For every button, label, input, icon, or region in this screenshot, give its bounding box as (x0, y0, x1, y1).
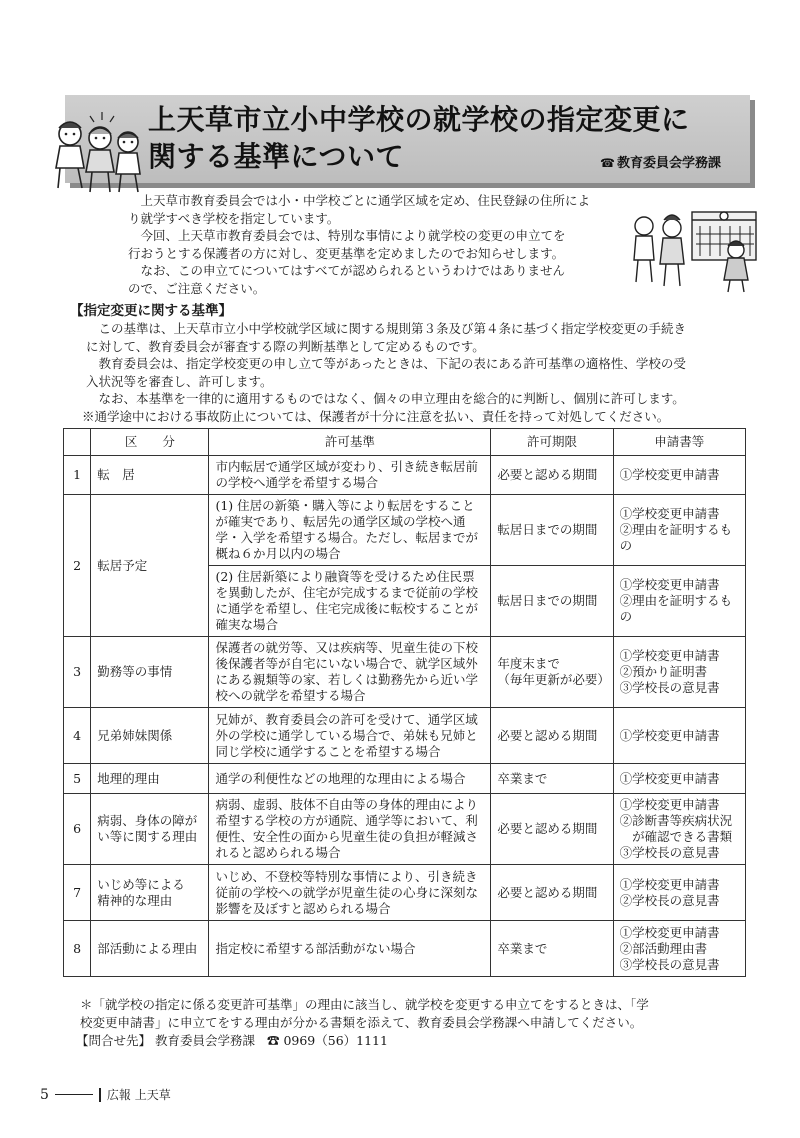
row-period: 卒業まで (491, 921, 613, 977)
section-p2-line1: 教育委員会は、指定学校変更の申し立て等があったときは、下記の表にある許可基準の適格性、学校の受 (98, 356, 686, 371)
intro-text (128, 192, 628, 297)
row-number: 5 (64, 764, 91, 794)
footnote (76, 996, 760, 1050)
row-documents: ①学校変更申請書 ②理由を証明するもの (613, 566, 745, 637)
row-documents: ①学校変更申請書 ②診断書等疾病状況 が確認できる書類 ③学校長の意見書 (613, 794, 745, 865)
criteria-table (63, 428, 746, 977)
row-documents: ①学校変更申請書 ②理由を証明するもの (613, 495, 745, 566)
row-number: 6 (64, 794, 91, 865)
row-category: 転居予定 (91, 495, 209, 637)
header-no (64, 429, 91, 456)
row-period: 卒業まで (491, 764, 613, 794)
section-p2-line2: 入状況等を審査し、許可します。 (86, 373, 273, 389)
page-footer (40, 1086, 171, 1103)
row-category: いじめ等による 精神的な理由 (91, 865, 209, 921)
table-row (64, 456, 746, 495)
row-criteria: 通学の利便性などの地理的な理由による場合 (209, 764, 491, 794)
row-category: 部活動による理由 (91, 921, 209, 977)
contact-dept: 教育委員会学務課 (155, 1033, 256, 1048)
row-criteria: いじめ、不登校等特別な事情により、引き続き従前の学校への就学が児童生徒の心身に深刻な影響を及ぼすと認められる場合 (209, 865, 491, 921)
title-line-2: 関する基準について (148, 140, 404, 173)
row-number: 8 (64, 921, 91, 977)
intro-p3-line1: なお、この申立てについてはすべてが認められるというわけではありません (140, 263, 566, 278)
department-label (600, 152, 721, 171)
row-period: 転居日までの期間 (491, 566, 613, 637)
title-line-1: 上天草市立小中学校の就学校の指定変更に (148, 103, 690, 136)
row-number: 2 (64, 495, 91, 637)
section-heading: 【指定変更に関する基準】 (70, 303, 232, 319)
header-documents: 申請書等 (613, 429, 745, 456)
row-documents: ①学校変更申請書 (613, 456, 745, 495)
three-children-icon (50, 108, 148, 196)
row-category: 兄弟姉妹関係 (91, 708, 209, 764)
contact-phone: 0969（56）1111 (283, 1033, 388, 1048)
section-p1-line2: に対して、教育委員会が審査する際の判断基準として定めるものです。 (86, 338, 485, 354)
phone-icon: ☎ (266, 1033, 280, 1048)
intro-p3-line2: ので、ご注意ください。 (128, 280, 266, 296)
row-period: 必要と認める期間 (491, 794, 613, 865)
footer-rule (55, 1094, 93, 1095)
phone-icon: ☎ (600, 156, 615, 170)
table-row (64, 794, 746, 865)
row-period: 必要と認める期間 (491, 708, 613, 764)
table-row (64, 764, 746, 794)
page-number: 5 (40, 1086, 49, 1103)
contact-info (76, 1032, 760, 1050)
row-criteria: 病弱、虚弱、肢体不自由等の身体的理由により希望する学校の方が通院、通学等において、利便性、安全性の面から児童生徒の負担が軽減されると認められる場合 (209, 794, 491, 865)
row-period: 必要と認める期間 (491, 865, 613, 921)
row-number: 4 (64, 708, 91, 764)
row-documents: ①学校変更申請書 (613, 708, 745, 764)
row-number: 7 (64, 865, 91, 921)
row-documents: ①学校変更申請書 ②預かり証明書 ③学校長の意見書 (613, 637, 745, 708)
contact-label: 【問合せ先】 (76, 1033, 152, 1048)
header-criteria: 許可基準 (209, 429, 491, 456)
row-period: 必要と認める期間 (491, 456, 613, 495)
row-criteria: 市内転居で通学区域が変わり、引き続き転居前の学校へ通学を希望する場合 (209, 456, 491, 495)
row-criteria: (1) 住居の新築・購入等により転居をすることが確実であり、転居先の通学区域の学校へ通学・入学を希望する場合。ただし、転居までが概ね６か月以内の場合 (209, 495, 491, 566)
footnote-line-2: 校変更申請書」に申立てをする理由が分かる書類を添えて、教育委員会学務課へ申請してください。 (80, 1015, 643, 1030)
table-row (64, 637, 746, 708)
row-category: 地理的理由 (91, 764, 209, 794)
row-category: 病弱、身体の障がい等に関する理由 (91, 794, 209, 865)
row-criteria: 指定校に希望する部活動がない場合 (209, 921, 491, 977)
row-documents: ①学校変更申請書 ②部活動理由書 ③学校長の意見書 (613, 921, 745, 977)
table-row (64, 495, 746, 566)
intro-p1-line1: 上天草市教育委員会では小・中学校ごとに通学区域を定め、住民登録の住所によ (140, 193, 591, 208)
children-at-school-icon (626, 206, 760, 296)
table-header-row (64, 429, 746, 456)
row-criteria: 兄姉が、教育委員会の許可を受けて、通学区域外の学校に通学している場合で、弟妹も兄姉と同じ学校に通学することを希望する場合 (209, 708, 491, 764)
row-criteria: 保護者の就労等、又は疾病等、児童生徒の下校後保護者等が自宅にいない場合で、就学区域外にある親類等の家、若しくは勤務先から近い学校への就学を希望する場合 (209, 637, 491, 708)
section-p3: なお、本基準を一律的に適用するものではなく、個々の申立理由を総合的に判断し、個別に許可します。 (98, 391, 685, 406)
intro-p1-line2: り就学すべき学校を指定しています。 (128, 210, 340, 226)
intro-p2-line2: 行おうとする保護者の方に対し、変更基準を定めましたのでお知らせします。 (128, 245, 565, 261)
footnote-line-1: ＊「就学校の指定に係る変更許可基準」の理由に該当し、就学校を変更する申立てをするときは、「学 (80, 997, 649, 1012)
footer-bar (99, 1088, 101, 1102)
intro-p2-line1: 今回、上天草市教育委員会では、特別な事情により就学校の変更の申立てを (140, 228, 566, 243)
row-number: 1 (64, 456, 91, 495)
section-p1-line1: この基準は、上天草市立小中学校就学区域に関する規則第３条及び第４条に基づく指定学校変更の手続き (98, 321, 687, 336)
row-documents: ①学校変更申請書 ②学校長の意見書 (613, 865, 745, 921)
row-number: 3 (64, 637, 91, 708)
section-note: ※通学途中における事故防止については、保護者が十分に注意を払い、責任を持って対処してください。 (82, 408, 670, 424)
publication-name: 広報 上天草 (106, 1088, 171, 1102)
header-category: 区 分 (91, 429, 209, 456)
table-row (64, 921, 746, 977)
row-category: 勤務等の事情 (91, 637, 209, 708)
department-name: 教育委員会学務課 (616, 156, 721, 171)
table-row (64, 708, 746, 764)
section-text (82, 320, 756, 425)
row-period: 年度末まで （毎年更新が必要） (491, 637, 613, 708)
row-period: 転居日までの期間 (491, 495, 613, 566)
row-documents: ①学校変更申請書 (613, 764, 745, 794)
row-criteria: (2) 住居新築により融資等を受けるため住民票を異動したが、住宅が完成するまで従前の学校に通学を希望し、住宅完成後に転校することが確実な場合 (209, 566, 491, 637)
header-period: 許可期限 (491, 429, 613, 456)
row-category: 転 居 (91, 456, 209, 495)
table-row (64, 865, 746, 921)
